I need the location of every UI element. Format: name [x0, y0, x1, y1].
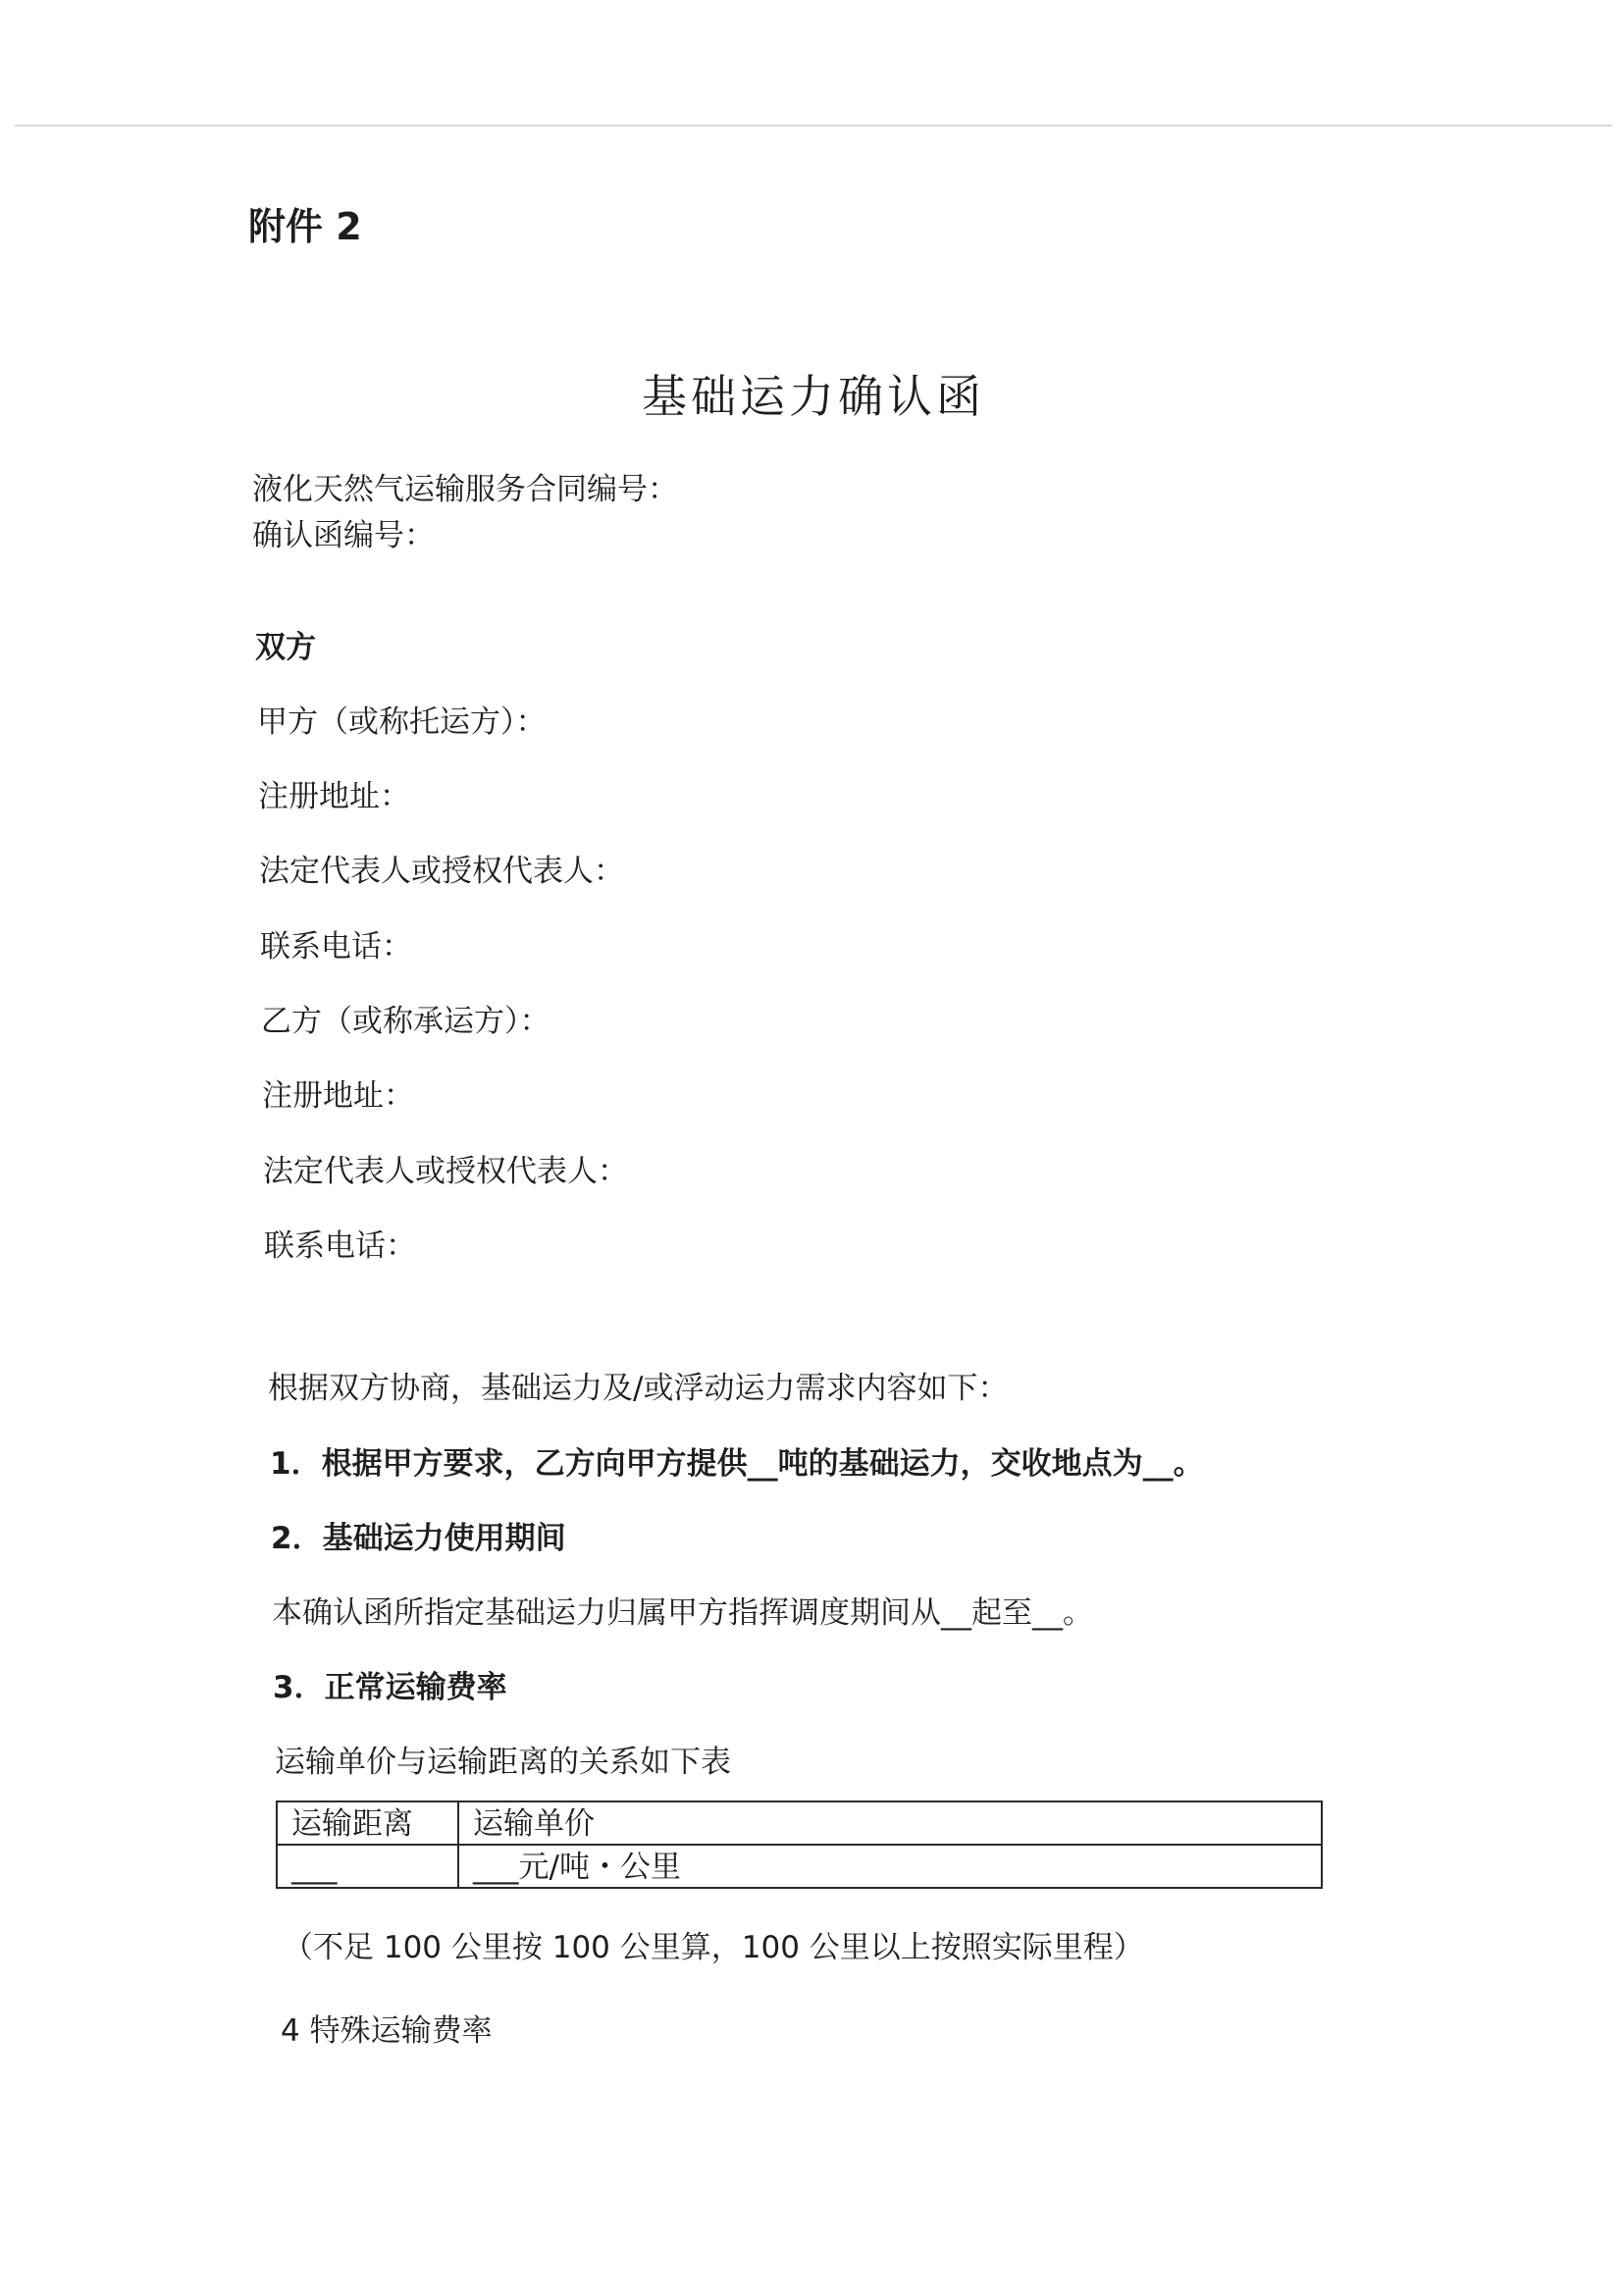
table-header-cell: 运输距离: [277, 1801, 458, 1845]
letter-number-label: 确认函编号：: [252, 518, 435, 553]
item-2-paragraph: 本确认函所指定基础运力归属甲方指挥调度期间从__起至__。: [272, 1595, 1093, 1631]
party-b-phone-label: 联系电话：: [264, 1228, 416, 1264]
table-cell: ___: [277, 1845, 458, 1888]
item-4-heading: 4 特殊运输费率: [281, 2013, 493, 2049]
parties-heading: 双方: [255, 630, 316, 665]
table-cell: ___元/吨・公里: [458, 1845, 1322, 1888]
attachment-label: 附件 2: [248, 205, 362, 248]
party-a-address-label: 注册地址：: [258, 779, 410, 814]
item-3-paragraph: 运输单价与运输距离的关系如下表: [275, 1745, 731, 1780]
page-top-edge: [15, 125, 1612, 127]
party-b-address-label: 注册地址：: [262, 1078, 414, 1114]
rate-table: [276, 1800, 1323, 1889]
table-header-row: [277, 1801, 1322, 1845]
party-b-representative-label: 法定代表人或授权代表人：: [263, 1154, 628, 1189]
contract-number-label: 液化天然气运输服务合同编号：: [252, 472, 678, 507]
party-a-name-label: 甲方（或称托运方）：: [257, 704, 547, 740]
item-1-paragraph: 1．根据甲方要求，乙方向甲方提供__吨的基础运力，交收地点为__。: [270, 1446, 1204, 1482]
table-header-cell: 运输单价: [458, 1801, 1322, 1845]
party-b-name-label: 乙方（或称承运方）：: [261, 1004, 550, 1039]
item-3-heading: 3．正常运输费率: [273, 1670, 507, 1705]
party-a-representative-label: 法定代表人或授权代表人：: [259, 854, 624, 889]
party-a-phone-label: 联系电话：: [260, 929, 412, 965]
table-row: [277, 1845, 1322, 1888]
item-2-heading: 2．基础运力使用期间: [271, 1521, 566, 1556]
document-title: 基础运力确认函: [642, 370, 985, 423]
distance-note: （不足 100 公里按 100 公里算，100 公里以上按照实际里程）: [283, 1930, 1144, 1965]
intro-paragraph: 根据双方协商，基础运力及/或浮动运力需求内容如下：: [268, 1371, 1009, 1406]
